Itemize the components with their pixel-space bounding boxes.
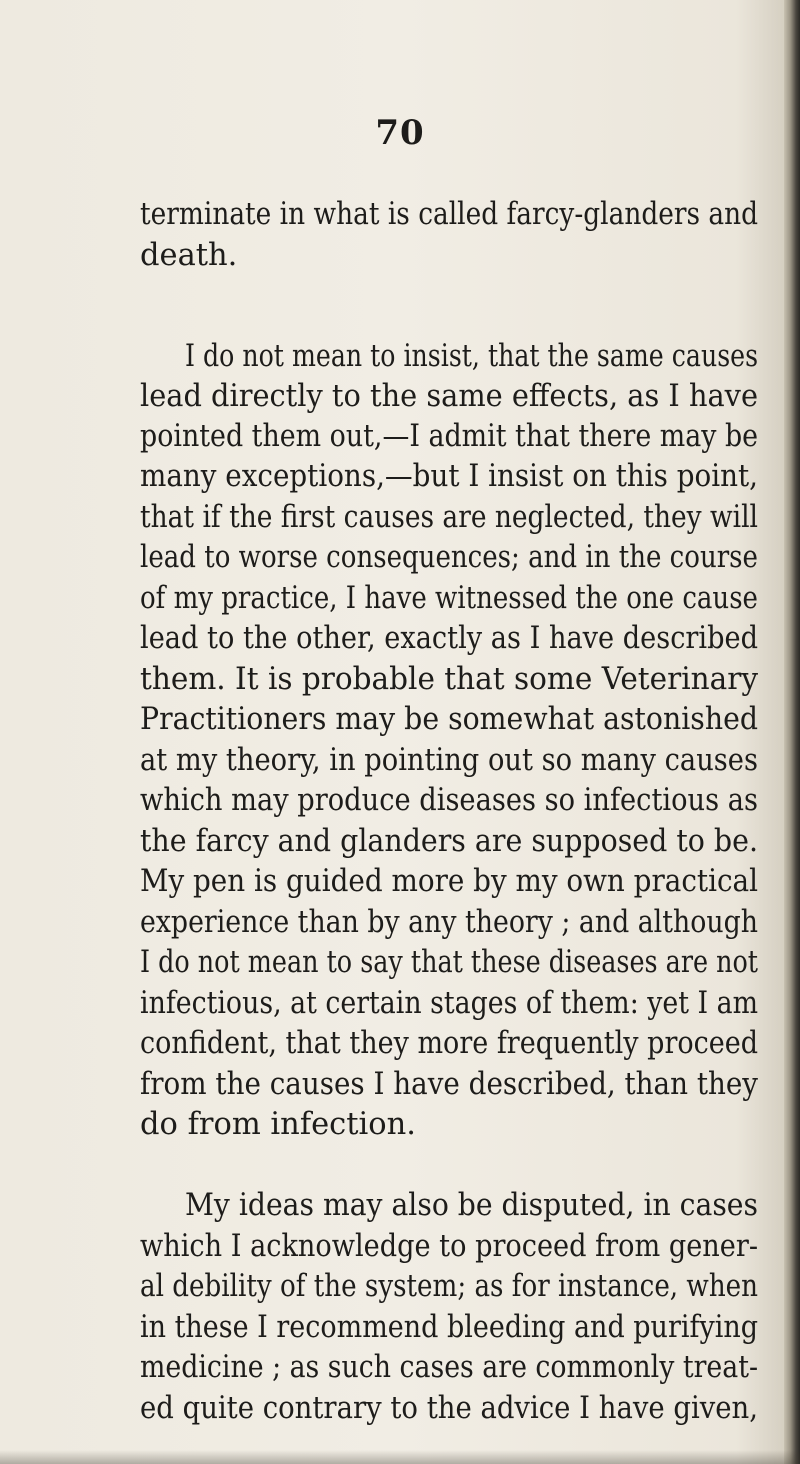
text-line: My pen is guided more by my own practical xyxy=(140,864,758,899)
text-line: I do not mean to say that these diseases are not xyxy=(140,945,759,980)
text-line: My ideas may also be disputed, in cases xyxy=(185,1188,759,1223)
text-line: them. It is probable that some Veterinary xyxy=(140,662,759,697)
text-line: medicine ; as such cases are commonly treat- xyxy=(140,1350,759,1385)
text-line: al debility of the system; as for instance, when xyxy=(140,1269,759,1304)
text-line: ed quite contrary to the advice I have given, xyxy=(140,1391,758,1426)
text-line: which I acknowledge to proceed from gener- xyxy=(140,1229,759,1264)
text-line: Practitioners may be somewhat astonished xyxy=(140,702,758,737)
text-line: do from infection. xyxy=(140,1107,416,1142)
text-line: the farcy and glanders are supposed to be. xyxy=(140,824,758,859)
text-line: in these I recommend bleeding and purifying xyxy=(140,1310,758,1345)
text-line: of my practice, I have witnessed the one cause xyxy=(140,581,758,616)
text-line: which may produce diseases so infectious as xyxy=(140,783,759,818)
text-line: from the causes I have described, than they xyxy=(140,1067,758,1102)
page-bottom-shadow xyxy=(0,1450,800,1464)
text-line: pointed them out,—I admit that there may be xyxy=(140,419,759,454)
text-line: that if the first causes are neglected, they will xyxy=(140,500,759,535)
text-line: many exceptions,—but I insist on this point, xyxy=(140,459,758,494)
text-line: lead directly to the same effects, as I have xyxy=(140,379,759,414)
text-line: experience than by any theory ; and although xyxy=(140,905,758,940)
page-number: 70 xyxy=(375,113,425,153)
text-line: death. xyxy=(140,238,238,273)
text-line: terminate in what is called farcy-glanders and xyxy=(140,197,759,232)
text-line: lead to worse consequences; and in the course xyxy=(140,540,758,575)
text-line: at my theory, in pointing out so many causes xyxy=(140,743,758,778)
text-line: confident, that they more frequently proceed xyxy=(140,1026,759,1061)
text-line: infectious, at certain stages of them: yet I am xyxy=(140,986,758,1021)
text-line: lead to the other, exactly as I have described xyxy=(140,621,759,656)
text-line: I do not mean to insist, that the same causes xyxy=(185,339,759,374)
